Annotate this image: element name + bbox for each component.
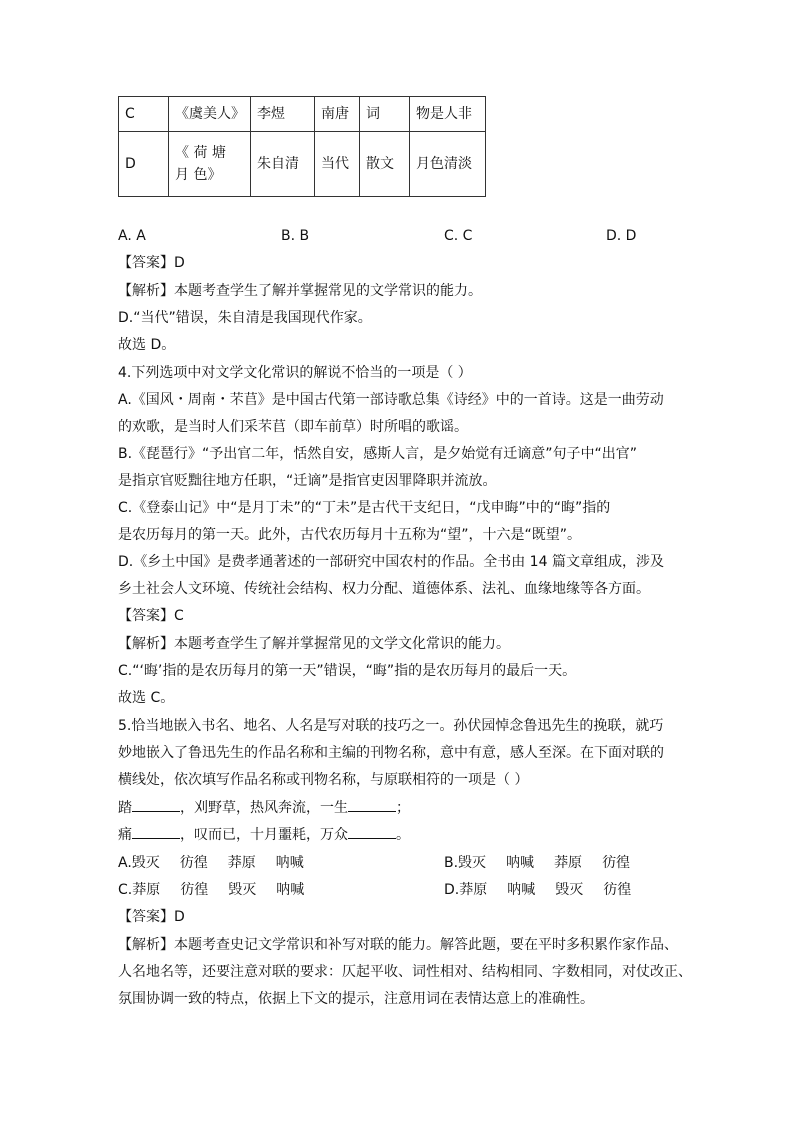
table-cell: 李煜 [251, 97, 315, 132]
q4-analysis: C.“‘晦’指的是农历每月的第一天”错误，“晦”指的是农历每月的最后一天。 [118, 663, 577, 679]
table-cell: 月色清淡 [410, 132, 486, 197]
option-word: 莽原 [554, 855, 583, 871]
option-word: 彷徨 [602, 855, 631, 871]
option-word: 彷徨 [180, 882, 209, 898]
option-word: D.莽原 [444, 882, 488, 898]
couplet-text: ，叹而已，十月噩耗，万众 [180, 827, 348, 843]
q4-analysis: 故选 C。 [118, 690, 175, 706]
couplet-text: 。 [396, 827, 410, 843]
q4-analysis: 【解析】本题考查学生了解并掌握常见的文学文化常识的能力。 [118, 636, 510, 652]
option-word: 呐喊 [507, 882, 536, 898]
table-cell: 散文 [360, 132, 410, 197]
couplet-text: 痛 [118, 827, 132, 843]
q3-option-a: A. A [118, 228, 146, 244]
q3-answer: 【答案】D [118, 255, 185, 271]
q4-answer: 【答案】C [118, 608, 184, 624]
option-word: B.毁灭 [444, 855, 487, 871]
table-cell: D [119, 132, 169, 197]
q4-line: 乡土社会人文环境、传统社会结构、权力分配、道德体系、法礼、血缘地缘等各方面。 [118, 581, 650, 597]
table-row [119, 132, 486, 197]
couplet-line-2 [118, 822, 410, 849]
table-cell: 词 [360, 97, 410, 132]
q3-analysis: 【解析】本题考查学生了解并掌握常见的文学常识的能力。 [118, 283, 482, 299]
table-cell: 当代 [315, 132, 360, 197]
q4-line: 是农历每月的第一天。此外，古代农历每月十五称为“望”，十六是“既望”。 [118, 527, 582, 543]
fill-blank [348, 797, 396, 812]
fill-blank [132, 824, 180, 839]
fill-blank [132, 797, 180, 812]
q5-stem: 妙地嵌入了鲁迅先生的作品名称和主编的刊物名称，意中有意，感人至深。在下面对联的 [118, 745, 664, 761]
q4-line: 的欢歌，是当时人们采芣苢（即车前草）时所唱的歌谣。 [118, 419, 468, 435]
q5-stem: 横线处，依次填写作品名称或刊物名称，与原联相符的一项是（ ） [118, 772, 529, 788]
q3-analysis: 故选 D。 [118, 337, 176, 353]
couplet-text: ； [396, 800, 410, 816]
table-cell: 南唐 [315, 97, 360, 132]
table-row [119, 97, 486, 132]
q4-line: B.《琵琶行》“予出官二年，恬然自安，感斯人言，是夕始觉有迁谪意”句子中“出官” [118, 446, 638, 462]
q3-option-d: D. D [606, 228, 637, 244]
q3-option-b: B. B [281, 228, 310, 244]
q5-option-a [118, 850, 324, 877]
option-word: 彷徨 [179, 855, 208, 871]
q5-stem: 5.恰当地嵌入书名、地名、人名是写对联的技巧之一。孙伏园悼念鲁迅先生的挽联，就巧 [118, 718, 664, 734]
q5-option-c [118, 877, 324, 904]
table-cell: 《 荷 塘 月 色》 [169, 132, 251, 197]
table-cell: C [119, 97, 169, 132]
q4-stem: 4.下列选项中对文学文化常识的解说不恰当的一项是（ ） [118, 365, 472, 381]
q4-line: A.《国风・周南・芣苢》是中国古代第一部诗歌总集《诗经》中的一首诗。这是一曲劳动 [118, 392, 664, 408]
table-cell: 朱自清 [251, 132, 315, 197]
option-word: 莽原 [227, 855, 256, 871]
q3-option-c: C. C [444, 228, 473, 244]
q5-answer: 【答案】D [118, 909, 185, 925]
couplet-text: 踏 [118, 800, 132, 816]
q4-line: C.《登泰山记》中“是月丁未”的“丁未”是古代干支纪日，“戊申晦”中的“晦”指的 [118, 500, 611, 516]
option-word: C.莽原 [118, 882, 161, 898]
q5-analysis: 人名地名等，还要注意对联的要求：仄起平收、词性相对、结构相同、字数相同，对仗改正、 [118, 964, 692, 980]
table-cell: 《虞美人》 [169, 97, 251, 132]
q5-option-b [444, 850, 650, 877]
option-word: 呐喊 [506, 855, 535, 871]
q4-line: D.《乡土中国》是费孝通著述的一部研究中国农村的作品。全书由 14 篇文章组成，涉及 [118, 554, 664, 570]
couplet-line-1 [118, 795, 410, 822]
option-word: 彷徨 [603, 882, 632, 898]
option-word: 毁灭 [555, 882, 584, 898]
q5-analysis: 【解析】本题考查史记文学常识和补写对联的能力。解答此题，要在平时多积累作家作品、 [118, 937, 678, 953]
couplet-text: ，刈野草，热风奔流，一生 [180, 800, 348, 816]
option-word: 毁灭 [228, 882, 257, 898]
option-word: 呐喊 [276, 882, 305, 898]
q3-analysis: D.“当代”错误，朱自清是我国现代作家。 [118, 310, 372, 326]
option-word: 呐喊 [275, 855, 304, 871]
option-word: A.毁灭 [118, 855, 160, 871]
q5-option-d [444, 877, 651, 904]
q5-analysis: 氛围协调一致的特点，依据上下文的提示，注意用词在表情达意上的准确性。 [118, 991, 594, 1007]
table-cell: 物是人非 [410, 97, 486, 132]
q4-line: 是指京官贬黜往地方任职，“迁谪”是指官吏因罪降职并流放。 [118, 473, 497, 489]
fill-blank [348, 824, 396, 839]
literature-table [118, 96, 486, 197]
